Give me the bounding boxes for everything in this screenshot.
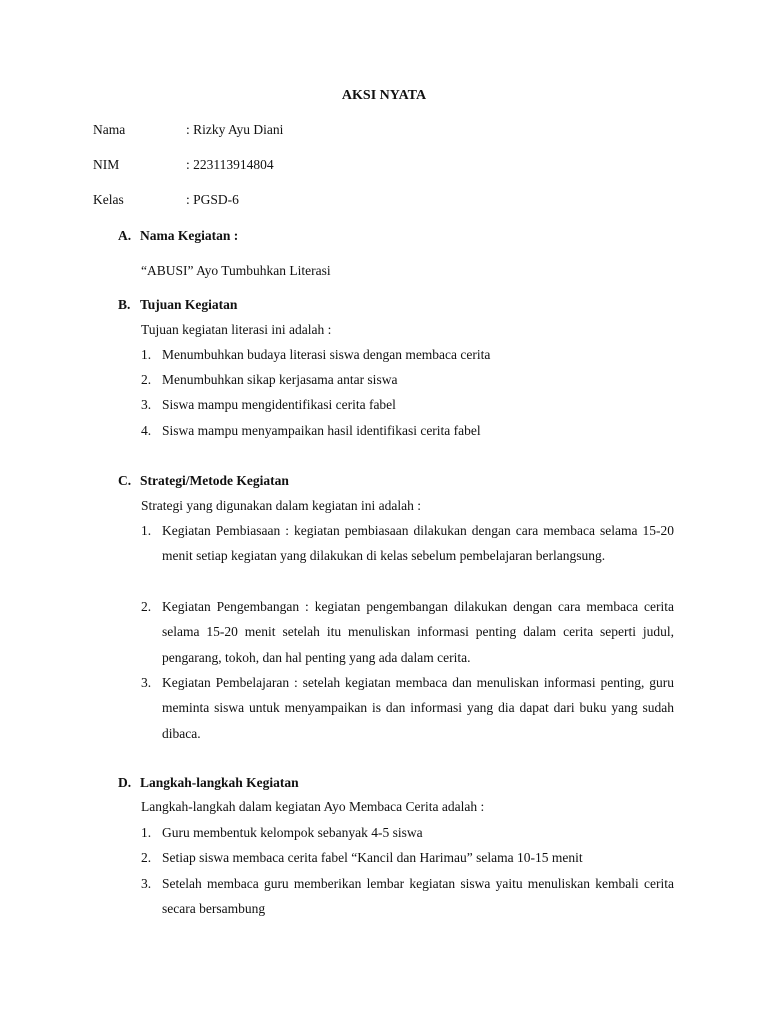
section-title: Tujuan Kegiatan bbox=[140, 297, 238, 312]
list-text: Menumbuhkan sikap kerjasama antar siswa bbox=[162, 372, 398, 387]
section-a-body: “ABUSI” Ayo Tumbuhkan Literasi bbox=[141, 263, 331, 278]
list-item bbox=[141, 594, 674, 670]
identity-value: : 223113914804 bbox=[186, 157, 274, 172]
list-number: 2. bbox=[141, 372, 152, 387]
section-letter: C. bbox=[118, 473, 132, 488]
list-number: 1. bbox=[141, 825, 152, 840]
list-text: Siswa mampu menyampaikan hasil identifikasi cerita fabel bbox=[162, 423, 481, 438]
section-letter: A. bbox=[118, 228, 132, 243]
list-number: 1. bbox=[141, 523, 152, 538]
section-letter: D. bbox=[118, 775, 132, 790]
section-letter: B. bbox=[118, 297, 131, 312]
list-number: 3. bbox=[141, 397, 152, 412]
list-item bbox=[141, 845, 674, 870]
list-text: Kegiatan Pembelajaran : setelah kegiatan membaca dan menuliskan informasi penting, guru meminta siswa untuk menyampaikan is dan informasi yang dia dapat dari buku yang sudah dibaca. bbox=[162, 675, 674, 741]
list-item bbox=[141, 820, 674, 845]
section-c-intro: Strategi yang digunakan dalam kegiatan ini adalah : bbox=[141, 498, 422, 513]
section-d-intro: Langkah-langkah dalam kegiatan Ayo Membaca Cerita adalah : bbox=[141, 799, 485, 814]
section-c-heading bbox=[118, 471, 289, 491]
list-text: Guru membentuk kelompok sebanyak 4-5 siswa bbox=[162, 825, 423, 840]
list-number: 1. bbox=[141, 347, 152, 362]
section-b-intro: Tujuan kegiatan literasi ini adalah : bbox=[141, 322, 332, 337]
list-text: Kegiatan Pembiasaan : kegiatan pembiasaan dilakukan dengan cara membaca selama 15-20 menit setiap kegiatan yang dilakukan di kelas sebelum pembelajaran berlangsung. bbox=[162, 523, 674, 564]
list-text: Menumbuhkan budaya literasi siswa dengan membaca cerita bbox=[162, 347, 491, 362]
list-text: Siswa mampu mengidentifikasi cerita fabel bbox=[162, 397, 396, 412]
list-item bbox=[141, 871, 674, 922]
list-text: Setiap siswa membaca cerita fabel “Kancil dan Harimau” selama 10-15 menit bbox=[162, 850, 583, 865]
list-number: 3. bbox=[141, 675, 152, 690]
list-item bbox=[141, 392, 674, 417]
section-title: Langkah-langkah Kegiatan bbox=[140, 775, 299, 790]
list-item bbox=[141, 418, 674, 443]
list-item bbox=[141, 670, 674, 746]
list-number: 2. bbox=[141, 599, 152, 614]
section-d-heading bbox=[118, 773, 299, 793]
section-a-heading bbox=[118, 226, 238, 246]
list-text: Kegiatan Pengembangan : kegiatan pengembangan dilakukan dengan cara membaca cerita selama 15-20 menit setelah itu menuliskan informasi penting dalam cerita seperti judul, pengarang, tokoh, dan hal penting yang ada dalam cerita. bbox=[162, 599, 674, 665]
section-title: Nama Kegiatan : bbox=[140, 228, 239, 243]
list-number: 2. bbox=[141, 850, 152, 865]
list-item bbox=[141, 367, 674, 392]
identity-label: Kelas bbox=[93, 192, 124, 207]
list-item bbox=[141, 342, 674, 367]
list-number: 3. bbox=[141, 876, 152, 891]
identity-label: Nama bbox=[93, 122, 126, 137]
section-title: Strategi/Metode Kegiatan bbox=[140, 473, 289, 488]
document-title: AKSI NYATA bbox=[341, 88, 427, 103]
list-text: Setelah membaca guru memberikan lembar kegiatan siswa yaitu menuliskan kembali cerita secara bersambung bbox=[162, 876, 674, 917]
identity-label: NIM bbox=[93, 157, 120, 172]
list-number: 4. bbox=[141, 423, 152, 438]
identity-value: : PGSD-6 bbox=[186, 192, 239, 207]
identity-value: : Rizky Ayu Diani bbox=[186, 122, 284, 137]
list-item bbox=[141, 518, 674, 569]
section-b-heading bbox=[118, 295, 237, 315]
